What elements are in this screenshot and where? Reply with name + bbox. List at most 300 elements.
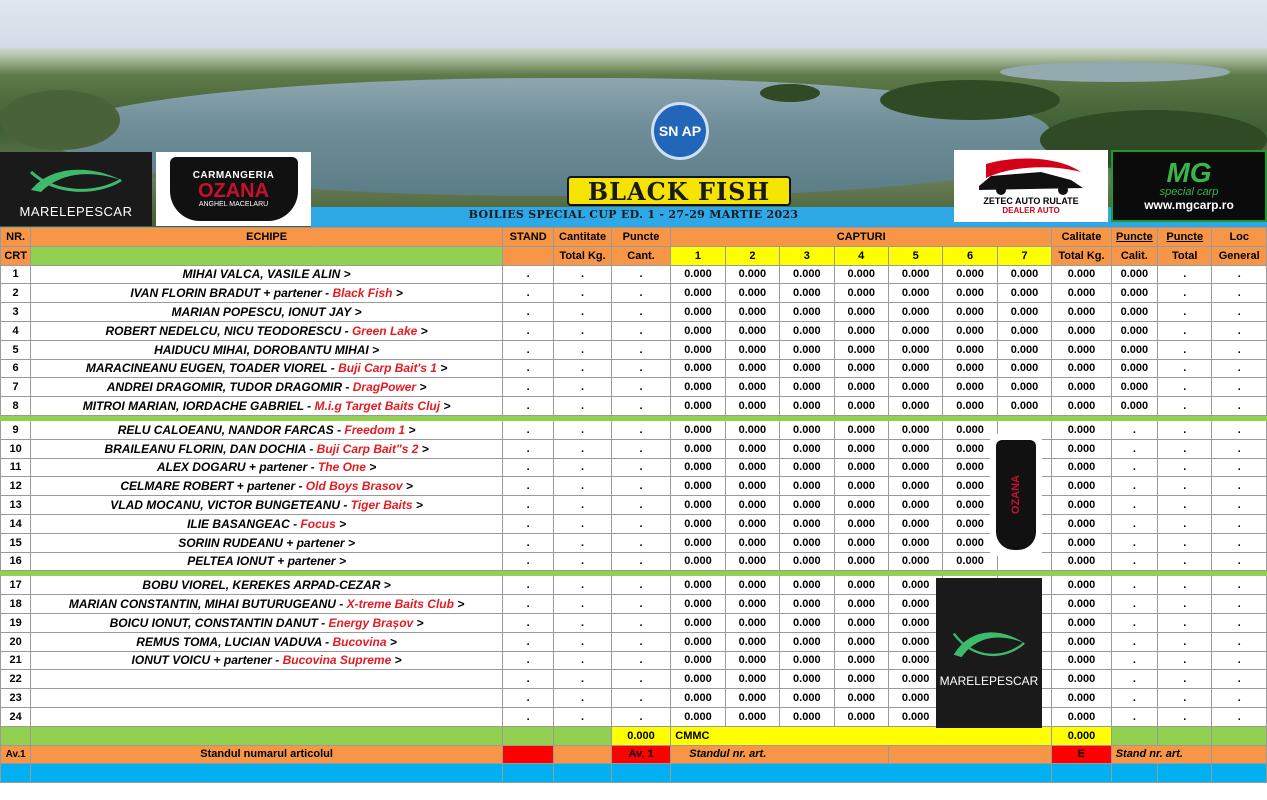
captura-cell: 0.000 — [780, 514, 834, 533]
header-calitate: Calitate — [1052, 228, 1111, 247]
header-total: Total — [1158, 246, 1212, 265]
puncte-cant-cell: . — [611, 458, 670, 477]
ozana-sub-text: ANGHEL MACELARU — [198, 201, 269, 208]
calit-total-kg-cell: 0.000 — [1052, 496, 1111, 515]
row-nr: 9 — [1, 420, 31, 439]
team-names: ILIE BASANGEAC - — [187, 516, 301, 531]
team-cell — [31, 651, 503, 670]
team-names: ROBERT NEDELCU, NICU TEODORESCU - — [105, 323, 352, 338]
puncte-cant-cell: . — [611, 378, 670, 397]
stand-cell: . — [502, 707, 553, 726]
captura-cell: 0.000 — [725, 651, 779, 670]
captura-cell: 0.000 — [943, 378, 997, 397]
puncte-cant-cell: . — [611, 477, 670, 496]
table-row — [1, 670, 1267, 689]
puncte-cant-cell: . — [611, 420, 670, 439]
team-arrow: > — [408, 422, 416, 437]
captura-cell: 0.000 — [671, 613, 725, 632]
row-nr: 13 — [1, 496, 31, 515]
puncte-cant-cell: . — [611, 595, 670, 614]
captura-cell: 0.000 — [671, 420, 725, 439]
captura-cell: 0.000 — [671, 533, 725, 552]
team-names: MARACINEANU EUGEN, TOADER VIOREL - — [85, 361, 339, 376]
captura-cell: 0.000 — [834, 265, 888, 284]
captura-cell: 0.000 — [943, 439, 997, 458]
captura-cell: 0.000 — [671, 576, 725, 595]
table-row — [1, 576, 1267, 595]
table-row — [1, 439, 1267, 458]
puncte-total-cell: . — [1158, 359, 1212, 378]
team-cell — [31, 552, 503, 571]
mg-url-text: www.mgcarp.ro — [1144, 198, 1234, 212]
calit-total-kg-cell: 0.000 — [1052, 576, 1111, 595]
puncte-total-cell: . — [1158, 552, 1212, 571]
e-label: E — [1052, 745, 1111, 764]
team-arrow: > — [347, 535, 355, 550]
puncte-calit-cell: . — [1111, 420, 1157, 439]
table-row — [1, 707, 1267, 726]
team-arrow: > — [339, 516, 347, 531]
team-arrow: > — [372, 342, 380, 357]
puncte-cant-cell: . — [611, 496, 670, 515]
captura-cell: 0.000 — [780, 496, 834, 515]
captura-cell: 0.000 — [780, 670, 834, 689]
puncte-cant-cell: . — [611, 359, 670, 378]
marelepescar-side-text: MARELEPESCAR — [939, 674, 1039, 688]
av1-mid: Av. 1 — [611, 745, 670, 764]
captura-cell: 0.000 — [888, 613, 942, 632]
calit-total-kg-cell: 0.000 — [1052, 420, 1111, 439]
header-stand: STAND — [502, 228, 553, 247]
av1-left: Av.1 — [1, 745, 31, 764]
total-kg-cell: . — [554, 670, 611, 689]
table-row — [1, 340, 1267, 359]
total-kg-cell: . — [554, 595, 611, 614]
header-total-kg: Total Kg. — [554, 246, 611, 265]
team-arrow: > — [369, 460, 377, 475]
captura-cell: 0.000 — [725, 533, 779, 552]
captura-cell: 0.000 — [834, 496, 888, 515]
row-nr: 17 — [1, 576, 31, 595]
team-names: HAIDUCU MIHAI, DOROBANTU MIHAI — [154, 342, 369, 357]
captura-cell: 0.000 — [725, 359, 779, 378]
ozana-top-text: CARMANGERIA — [192, 170, 275, 181]
team-arrow: > — [419, 380, 427, 395]
total-kg-cell: . — [554, 533, 611, 552]
captura-cell: 0.000 — [671, 632, 725, 651]
captura-cell: 0.000 — [997, 397, 1051, 416]
puncte-calit-cell: . — [1111, 439, 1157, 458]
captura-cell: 0.000 — [888, 303, 942, 322]
team-cell — [31, 576, 503, 595]
header-echipe-sub — [31, 246, 503, 265]
total-kg-cell: . — [554, 707, 611, 726]
team-club: Green Lake — [351, 323, 418, 338]
puncte-total-cell: . — [1158, 651, 1212, 670]
team-club: Buji Carp Bait's 1 — [338, 361, 437, 376]
puncte-cant-cell: . — [611, 670, 670, 689]
table-row — [1, 651, 1267, 670]
puncte-total-cell: . — [1158, 458, 1212, 477]
marelepescar-text: MARELEPESCAR — [19, 203, 133, 219]
captura-cell: 0.000 — [780, 420, 834, 439]
total-kg-cell: . — [554, 632, 611, 651]
stand-cell: . — [502, 359, 553, 378]
mg-logo-text: MG — [1166, 157, 1212, 188]
header-capt-4: 4 — [834, 246, 888, 265]
captura-cell: 0.000 — [780, 439, 834, 458]
ozana-main-text: OZANA — [197, 180, 270, 202]
team-club: Tiger Baits — [350, 498, 413, 513]
captura-cell: 0.000 — [888, 670, 942, 689]
team-cell — [31, 378, 503, 397]
team-arrow: > — [416, 615, 424, 630]
captura-cell: 0.000 — [888, 595, 942, 614]
captura-cell: 0.000 — [888, 707, 942, 726]
team-cell — [31, 477, 503, 496]
loc-general-cell: . — [1212, 265, 1267, 284]
puncte-cant-cell: . — [611, 284, 670, 303]
header-cant: Cant. — [611, 246, 670, 265]
team-club: Focus — [300, 516, 336, 531]
table-row — [1, 265, 1267, 284]
puncte-cant-cell: . — [611, 613, 670, 632]
captura-cell: 0.000 — [943, 458, 997, 477]
captura-cell: 0.000 — [943, 420, 997, 439]
total-kg-cell: . — [554, 303, 611, 322]
fish-hook-icon — [21, 160, 131, 200]
puncte-cant-cell: . — [611, 651, 670, 670]
captura-cell: 0.000 — [671, 595, 725, 614]
puncte-total-cell: . — [1158, 477, 1212, 496]
table-row — [1, 321, 1267, 340]
sinap-compass-icon: SN AP — [651, 102, 709, 160]
row-nr: 7 — [1, 378, 31, 397]
total-kg-cell: . — [554, 552, 611, 571]
puncte-total-cell: . — [1158, 533, 1212, 552]
puncte-total-cell: . — [1158, 265, 1212, 284]
stand-cell: . — [502, 397, 553, 416]
header-crt: CRT — [1, 246, 31, 265]
puncte-calit-cell: . — [1111, 514, 1157, 533]
loc-general-cell: . — [1212, 576, 1267, 595]
team-names: SORIIN RUDEANU + partener — [178, 535, 345, 550]
captura-cell: 0.000 — [780, 321, 834, 340]
header-puncte-cant: Puncte — [611, 228, 670, 247]
captura-cell: 0.000 — [834, 533, 888, 552]
total-kg-cell: . — [554, 439, 611, 458]
captura-cell: 0.000 — [780, 359, 834, 378]
stand-cell: . — [502, 613, 553, 632]
table-row — [1, 533, 1267, 552]
captura-cell: 0.000 — [888, 321, 942, 340]
loc-general-cell: . — [1212, 552, 1267, 571]
mg-sub-text: special carp — [1159, 186, 1219, 198]
loc-general-cell: . — [1212, 595, 1267, 614]
calit-total-kg-cell: 0.000 — [1052, 439, 1111, 458]
team-cell — [31, 613, 503, 632]
total-kg-cell: . — [554, 397, 611, 416]
puncte-calit-cell: . — [1111, 595, 1157, 614]
total-kg-cell: . — [554, 359, 611, 378]
table-row — [1, 613, 1267, 632]
stand-right: Stand nr. art. — [1111, 745, 1212, 764]
captura-cell: 0.000 — [780, 265, 834, 284]
captura-cell: 0.000 — [725, 439, 779, 458]
header-capt-7: 7 — [997, 246, 1051, 265]
loc-general-cell: . — [1212, 439, 1267, 458]
team-cell — [31, 595, 503, 614]
puncte-cant-cell: . — [611, 576, 670, 595]
captura-cell: 0.000 — [997, 265, 1051, 284]
header-loc: Loc — [1212, 228, 1267, 247]
loc-general-cell: . — [1212, 707, 1267, 726]
captura-cell: 0.000 — [997, 340, 1051, 359]
captura-cell: 0.000 — [725, 284, 779, 303]
team-club: Bucovina — [332, 634, 387, 649]
loc-general-cell: . — [1212, 378, 1267, 397]
stand-cell: . — [502, 439, 553, 458]
calit-total-kg-cell: 0.000 — [1052, 613, 1111, 632]
captura-cell: 0.000 — [725, 613, 779, 632]
total-cant-value: 0.000 — [611, 726, 670, 745]
team-arrow: > — [421, 441, 429, 456]
captura-cell: 0.000 — [780, 576, 834, 595]
stand-cell: . — [502, 477, 553, 496]
calit-total-kg-cell: 0.000 — [1052, 284, 1111, 303]
puncte-total-cell: . — [1158, 340, 1212, 359]
team-cell — [31, 496, 503, 515]
captura-cell: 0.000 — [834, 651, 888, 670]
header-calit-total-kg: Total Kg. — [1052, 246, 1111, 265]
table-row — [1, 552, 1267, 571]
calit-total-kg-cell: 0.000 — [1052, 670, 1111, 689]
team-names: BOICU IONUT, CONSTANTIN DANUT - — [109, 615, 329, 630]
stand-cell: . — [502, 689, 553, 708]
standul-left: Standul numarul articolul — [31, 745, 503, 764]
puncte-cant-cell: . — [611, 632, 670, 651]
ozana-side-logo — [990, 434, 1042, 556]
team-cell — [31, 420, 503, 439]
team-arrow: > — [394, 653, 402, 668]
team-names: MIHAI VALCA, VASILE ALIN — [182, 267, 341, 282]
header-capturi: CAPTURI — [671, 228, 1052, 247]
stand-cell: . — [502, 496, 553, 515]
team-cell — [31, 340, 503, 359]
header-capt-5: 5 — [888, 246, 942, 265]
puncte-cant-cell: . — [611, 439, 670, 458]
captura-cell: 0.000 — [943, 496, 997, 515]
puncte-calit-cell: . — [1111, 613, 1157, 632]
captura-cell: 0.000 — [725, 552, 779, 571]
puncte-calit-cell: . — [1111, 576, 1157, 595]
loc-general-cell: . — [1212, 303, 1267, 322]
team-cell — [31, 514, 503, 533]
captura-cell: 0.000 — [834, 514, 888, 533]
captura-cell: 0.000 — [725, 514, 779, 533]
captura-cell: 0.000 — [725, 397, 779, 416]
puncte-total-cell: . — [1158, 439, 1212, 458]
captura-cell: 0.000 — [780, 651, 834, 670]
captura-cell: 0.000 — [888, 340, 942, 359]
stand-cell: . — [502, 284, 553, 303]
row-nr: 14 — [1, 514, 31, 533]
row-nr: 21 — [1, 651, 31, 670]
total-kg-cell: . — [554, 265, 611, 284]
puncte-calit-cell: . — [1111, 533, 1157, 552]
puncte-total-cell: . — [1158, 378, 1212, 397]
puncte-calit-cell: 0.000 — [1111, 303, 1157, 322]
row-nr: 18 — [1, 595, 31, 614]
total-kg-cell: . — [554, 284, 611, 303]
total-kg-cell: . — [554, 458, 611, 477]
captura-cell: 0.000 — [671, 477, 725, 496]
captura-cell: 0.000 — [943, 340, 997, 359]
captura-cell: 0.000 — [725, 340, 779, 359]
captura-cell: 0.000 — [943, 359, 997, 378]
zetec-sub: DEALER AUTO — [1002, 205, 1060, 215]
puncte-calit-cell: . — [1111, 477, 1157, 496]
loc-general-cell: . — [1212, 321, 1267, 340]
puncte-total-cell: . — [1158, 576, 1212, 595]
calit-total-kg-cell: 0.000 — [1052, 340, 1111, 359]
sinap-logo — [642, 102, 718, 170]
captura-cell: 0.000 — [943, 397, 997, 416]
team-names: IONUT VOICU + partener - — [131, 653, 283, 668]
captura-cell: 0.000 — [888, 420, 942, 439]
loc-general-cell: . — [1212, 458, 1267, 477]
loc-general-cell: . — [1212, 496, 1267, 515]
captura-cell: 0.000 — [888, 576, 942, 595]
calit-total-kg-cell: 0.000 — [1052, 689, 1111, 708]
captura-cell: 0.000 — [725, 265, 779, 284]
captura-cell: 0.000 — [997, 284, 1051, 303]
captura-cell: 0.000 — [834, 595, 888, 614]
header-capt-6: 6 — [943, 246, 997, 265]
header-cantitate: Cantitate — [554, 228, 611, 247]
team-cell — [31, 689, 503, 708]
stand-cell: . — [502, 670, 553, 689]
puncte-calit-cell: . — [1111, 670, 1157, 689]
event-subtitle: BOILIES SPECIAL CUP ED. 1 - 27-29 MARTIE 2023 — [468, 208, 799, 221]
captura-cell: 0.000 — [671, 689, 725, 708]
loc-general-cell: . — [1212, 284, 1267, 303]
captura-cell: 0.000 — [671, 439, 725, 458]
team-cell — [31, 284, 503, 303]
captura-cell: 0.000 — [671, 378, 725, 397]
total-kg-cell: . — [554, 477, 611, 496]
header-capt-2: 2 — [725, 246, 779, 265]
table-row — [1, 514, 1267, 533]
standul-mid: Standul nr. art. — [671, 745, 889, 764]
row-nr: 24 — [1, 707, 31, 726]
puncte-calit-cell: 0.000 — [1111, 265, 1157, 284]
captura-cell: 0.000 — [834, 439, 888, 458]
stand-cell: . — [502, 303, 553, 322]
team-club: Energy Brașov — [328, 615, 414, 630]
row-nr: 8 — [1, 397, 31, 416]
loc-general-cell: . — [1212, 359, 1267, 378]
puncte-cant-cell: . — [611, 689, 670, 708]
stand-cell: . — [502, 576, 553, 595]
puncte-calit-cell: 0.000 — [1111, 397, 1157, 416]
captura-cell: 0.000 — [834, 284, 888, 303]
row-nr: 23 — [1, 689, 31, 708]
table-row — [1, 496, 1267, 515]
loc-general-cell: . — [1212, 533, 1267, 552]
team-names: MARIAN CONSTANTIN, MIHAI BUTURUGEANU - — [68, 597, 347, 612]
captura-cell: 0.000 — [671, 552, 725, 571]
captura-cell: 0.000 — [834, 632, 888, 651]
captura-cell: 0.000 — [671, 321, 725, 340]
captura-cell: 0.000 — [725, 670, 779, 689]
team-cell — [31, 265, 503, 284]
puncte-calit-cell: . — [1111, 632, 1157, 651]
captura-cell: 0.000 — [725, 576, 779, 595]
puncte-cant-cell: . — [611, 514, 670, 533]
fish-hook-icon — [946, 618, 1032, 668]
loc-general-cell: . — [1212, 613, 1267, 632]
team-arrow: > — [343, 267, 351, 282]
captura-cell: 0.000 — [834, 378, 888, 397]
loc-general-cell: . — [1212, 632, 1267, 651]
captura-cell: 0.000 — [888, 552, 942, 571]
results-table — [0, 227, 1267, 783]
table-row — [1, 595, 1267, 614]
team-club: Old Boys Brasov — [305, 479, 403, 494]
team-cell — [31, 707, 503, 726]
team-cell — [31, 458, 503, 477]
captura-cell: 0.000 — [725, 595, 779, 614]
puncte-calit-cell: . — [1111, 707, 1157, 726]
marelepescar-side-logo — [936, 578, 1042, 728]
team-arrow: > — [383, 578, 391, 593]
row-nr: 3 — [1, 303, 31, 322]
row-nr: 2 — [1, 284, 31, 303]
captura-cell: 0.000 — [834, 397, 888, 416]
puncte-total-cell: . — [1158, 707, 1212, 726]
captura-cell: 0.000 — [671, 458, 725, 477]
captura-cell: 0.000 — [943, 321, 997, 340]
captura-cell: 0.000 — [943, 533, 997, 552]
puncte-total-cell: . — [1158, 632, 1212, 651]
team-cell — [31, 533, 503, 552]
calit-total-kg-cell: 0.000 — [1052, 477, 1111, 496]
captura-cell: 0.000 — [725, 477, 779, 496]
header-nr: NR. — [1, 228, 31, 247]
puncte-calit-cell: 0.000 — [1111, 321, 1157, 340]
captura-cell: 0.000 — [888, 514, 942, 533]
captura-cell: 0.000 — [834, 340, 888, 359]
team-arrow: > — [443, 399, 451, 414]
stand-cell: . — [502, 533, 553, 552]
team-arrow: > — [389, 634, 397, 649]
header-calit: Calit. — [1111, 246, 1157, 265]
captura-cell: 0.000 — [834, 477, 888, 496]
team-club: M.i.g Target Baits Cluj — [314, 399, 441, 414]
team-arrow: > — [338, 554, 346, 569]
team-names: PELTEA IONUT + partener — [187, 554, 336, 569]
captura-cell: 0.000 — [671, 670, 725, 689]
captura-cell: 0.000 — [888, 458, 942, 477]
row-nr: 1 — [1, 265, 31, 284]
calit-total-kg-cell: 0.000 — [1052, 533, 1111, 552]
team-names: IVAN FLORIN BRADUT + partener - — [130, 286, 333, 301]
captura-cell: 0.000 — [834, 613, 888, 632]
captura-cell: 0.000 — [834, 420, 888, 439]
captura-cell: 0.000 — [780, 303, 834, 322]
header-stand-sub — [502, 246, 553, 265]
